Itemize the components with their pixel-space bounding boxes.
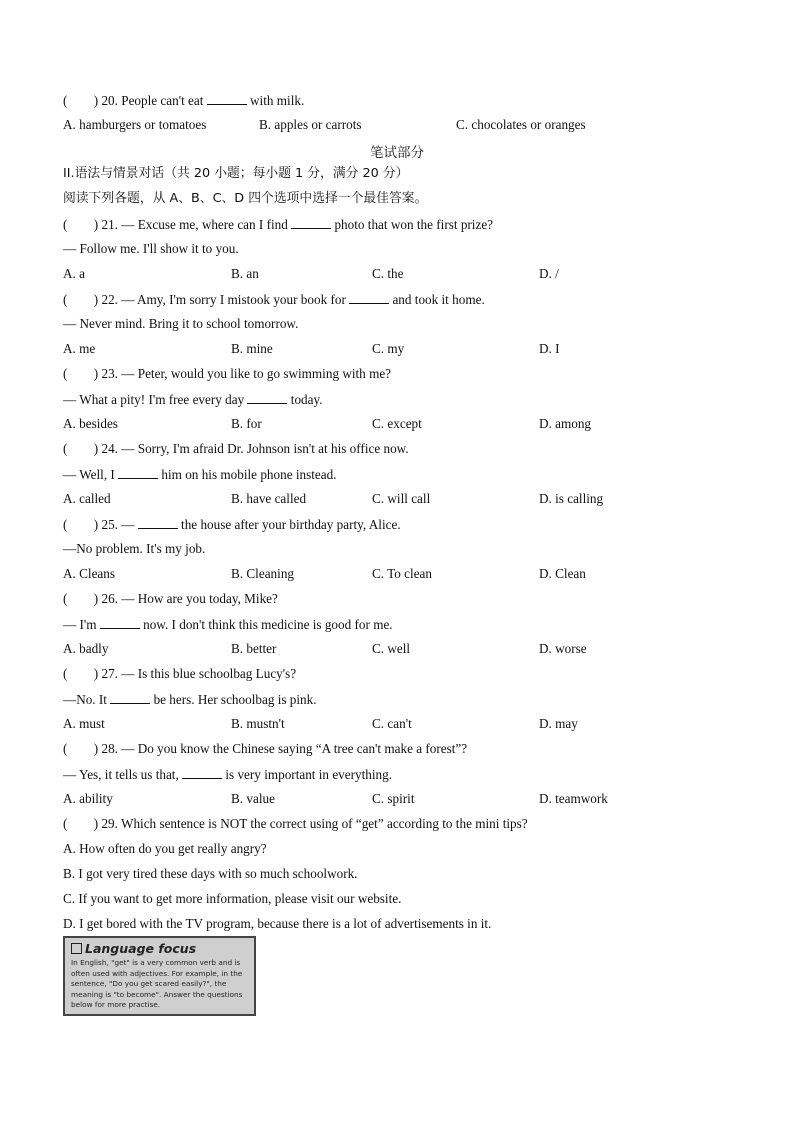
question-text: — Sorry, I'm afraid Dr. Johnson isn't at his office now.	[121, 441, 409, 456]
answer-blank	[100, 616, 140, 629]
question-text: — How are you today, Mike?	[121, 591, 278, 606]
reply-text: — Well, I	[63, 467, 115, 482]
question-text: —	[121, 517, 135, 532]
answer-parentheses: ( )	[63, 292, 102, 307]
option-c: C. can't	[372, 716, 412, 731]
answer-blank	[110, 691, 150, 704]
option-a: A. called	[63, 491, 111, 506]
question-text-continued: and took it home.	[392, 292, 485, 307]
answer-blank	[207, 92, 247, 105]
reply-text: —No. It	[63, 692, 107, 707]
language-focus-box	[63, 936, 256, 1016]
question-number: 23.	[101, 366, 118, 381]
language-focus-text: In English, "get" is a very common verb and is often used with adjectives. For example, in the sentence, "Do you get scared easily?", the meaning is "to become". Answer the questions below for more practise.	[71, 958, 243, 1009]
option-a: A. must	[63, 716, 105, 731]
question-number: 24.	[101, 441, 118, 456]
question-29-option-d: D. I get bored with the TV program, because there is a lot of advertisements in it.	[63, 916, 492, 931]
question-text: — Do you know the Chinese saying “A tree can't make a forest”?	[121, 741, 468, 756]
question-29-option-b: B. I got very tired these days with so much schoolwork.	[63, 866, 358, 881]
answer-parentheses: ( )	[63, 441, 102, 456]
question-number: 26.	[101, 591, 118, 606]
option-d: D. may	[539, 716, 578, 731]
reply-text: — What a pity! I'm free every day	[63, 392, 245, 407]
answer-blank	[291, 216, 331, 229]
reply-text-continued: him on his mobile phone instead.	[161, 467, 337, 482]
question-stem	[63, 666, 296, 682]
question-number: 22.	[101, 292, 118, 307]
reply-text-continued: is very important in everything.	[225, 767, 393, 782]
question-text: — Excuse me, where can I find	[121, 217, 288, 232]
question-stem	[63, 591, 278, 607]
option-b: B. mine	[231, 341, 273, 356]
dialogue-reply	[63, 316, 298, 332]
reply-text: — I'm	[63, 617, 97, 632]
option-b: B. an	[231, 266, 259, 281]
section-heading: II.语法与情景对话（共 20 小题；每小题 1 分，满分 20 分）	[63, 166, 409, 181]
option-a: A. besides	[63, 416, 118, 431]
option-c: C. To clean	[372, 566, 432, 581]
reply-text-continued: be hers. Her schoolbag is pink.	[153, 692, 317, 707]
option-a: A. ability	[63, 791, 113, 806]
question-stem	[63, 741, 467, 757]
answer-parentheses: ( )	[63, 741, 102, 756]
reply-text: — Yes, it tells us that,	[63, 767, 179, 782]
option-c: C. my	[372, 341, 405, 356]
question-number: 27.	[101, 666, 118, 681]
question-20-prefix: ( ) 20. People can't eat	[63, 93, 204, 108]
option-d: D. worse	[539, 641, 587, 656]
reply-text: — Follow me. I'll show it to you.	[63, 241, 239, 256]
answer-blank	[247, 391, 287, 404]
language-focus-heading	[71, 941, 196, 956]
question-text: — Is this blue schoolbag Lucy's?	[121, 666, 297, 681]
option-a: A. badly	[63, 641, 109, 656]
option-b: B. Cleaning	[231, 566, 295, 581]
section-instruction: 阅读下列各题，从 A、B、C、D 四个选项中选择一个最佳答案。	[63, 191, 428, 206]
section-marker-icon	[71, 943, 82, 954]
answer-blank	[118, 466, 158, 479]
option-d: D. Clean	[539, 566, 586, 581]
option-b: B. apples or carrots	[259, 117, 362, 132]
question-20-stem	[63, 92, 304, 109]
dialogue-reply	[63, 766, 392, 783]
answer-parentheses: ( )	[63, 366, 102, 381]
option-d: D. I	[539, 341, 560, 356]
option-a: A. me	[63, 341, 96, 356]
option-b: B. for	[231, 416, 262, 431]
answer-parentheses: ( )	[63, 517, 102, 532]
question-stem	[63, 441, 409, 457]
question-text: — Amy, I'm sorry I mistook your book for	[121, 292, 346, 307]
option-c: C. spirit	[372, 791, 415, 806]
option-d: D. /	[539, 266, 559, 281]
answer-blank	[349, 291, 389, 304]
question-29-option-c: C. If you want to get more information, please visit our website.	[63, 891, 402, 906]
dialogue-reply	[63, 241, 239, 257]
option-b: B. mustn't	[231, 716, 285, 731]
reply-text: — Never mind. Bring it to school tomorrow.	[63, 316, 299, 331]
question-text-continued: photo that won the first prize?	[334, 217, 494, 232]
language-focus-title: Language focus	[85, 941, 197, 956]
option-d: D. among	[539, 416, 592, 431]
question-stem	[63, 366, 391, 382]
question-text-continued: the house after your birthday party, Alice.	[181, 517, 401, 532]
option-d: D. teamwork	[539, 791, 608, 806]
option-a: A. Cleans	[63, 566, 116, 581]
question-29-stem: ( ) 29. Which sentence is NOT the correct using of “get” according to the mini tips?	[63, 816, 528, 831]
option-d: D. is calling	[539, 491, 604, 506]
option-c: C. the	[372, 266, 404, 281]
answer-parentheses: ( )	[63, 666, 102, 681]
reply-text-continued: now. I don't think this medicine is good for me.	[143, 617, 393, 632]
question-stem	[63, 216, 493, 233]
option-b: B. better	[231, 641, 277, 656]
dialogue-reply	[63, 541, 205, 557]
option-b: B. have called	[231, 491, 307, 506]
question-20-suffix: with milk.	[250, 93, 305, 108]
option-c: C. chocolates or oranges	[456, 117, 586, 132]
option-c: C. well	[372, 641, 411, 656]
question-number: 25.	[101, 517, 118, 532]
dialogue-reply	[63, 616, 393, 633]
reply-text: —No problem. It's my job.	[63, 541, 206, 556]
answer-blank	[182, 766, 222, 779]
question-29-option-a: A. How often do you get really angry?	[63, 841, 267, 856]
section-title: 笔试部分	[370, 145, 424, 161]
option-c: C. will call	[372, 491, 431, 506]
answer-parentheses: ( )	[63, 591, 102, 606]
option-c: C. except	[372, 416, 422, 431]
option-a: A. a	[63, 266, 85, 281]
answer-parentheses: ( )	[63, 217, 102, 232]
dialogue-reply	[63, 391, 323, 408]
question-number: 28.	[101, 741, 118, 756]
question-stem	[63, 291, 485, 308]
option-a: A. hamburgers or tomatoes	[63, 117, 207, 132]
question-stem	[63, 516, 401, 533]
question-text: — Peter, would you like to go swimming with me?	[121, 366, 392, 381]
answer-blank	[138, 516, 178, 529]
option-b: B. value	[231, 791, 275, 806]
reply-text-continued: today.	[290, 392, 323, 407]
dialogue-reply	[63, 691, 317, 708]
question-number: 21.	[101, 217, 118, 232]
dialogue-reply	[63, 466, 337, 483]
